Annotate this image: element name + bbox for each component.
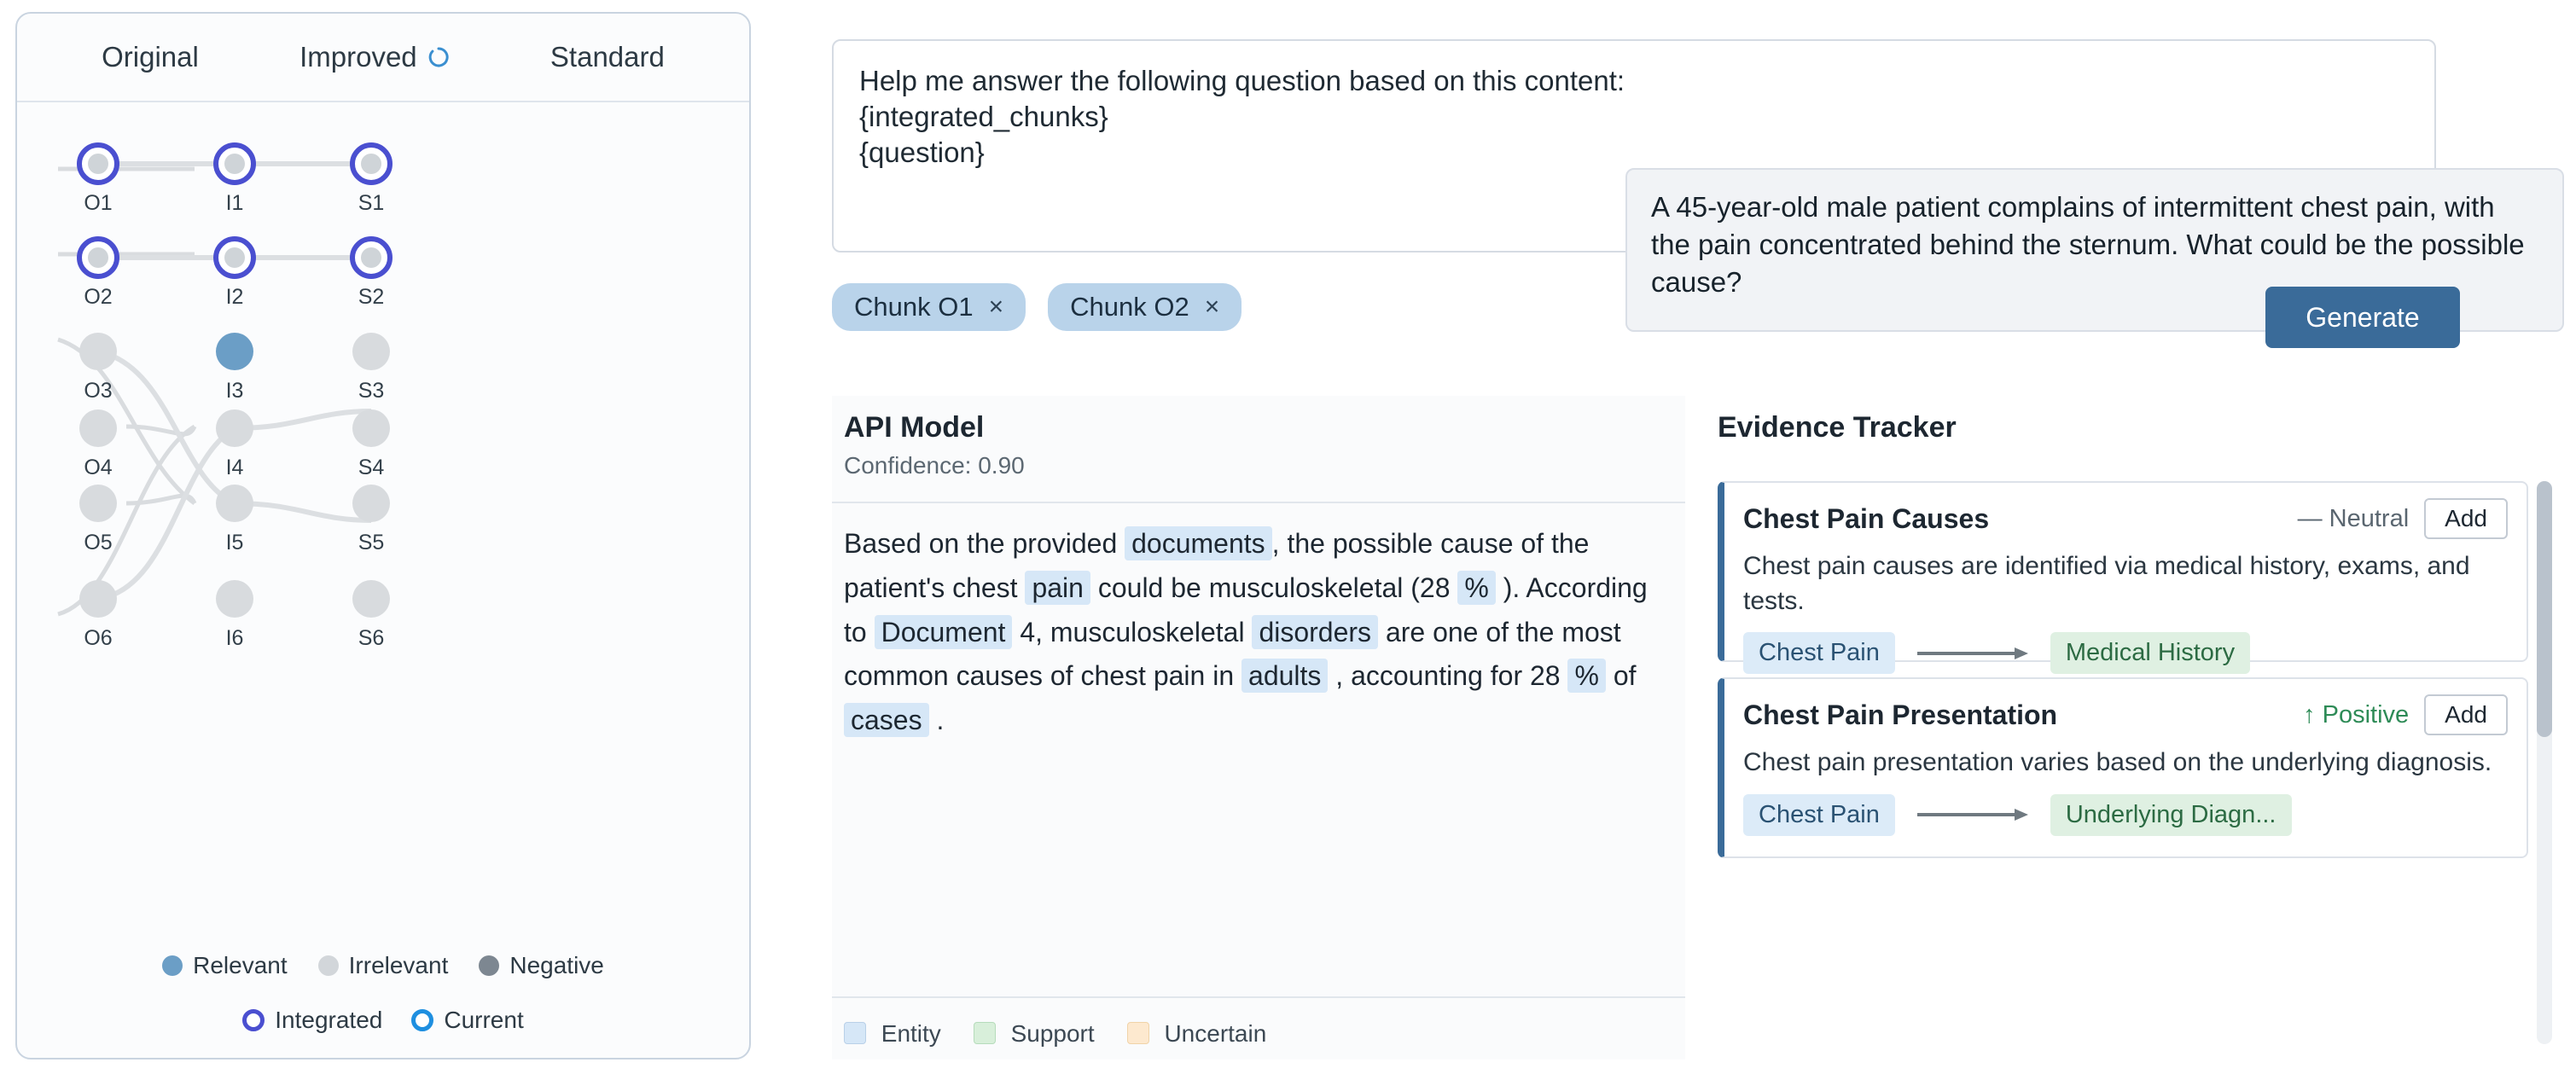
evidence-tracker-panel [1709,396,2562,1059]
scrollbar-track[interactable] [2537,481,2552,1044]
legend-relevant [162,952,288,979]
highlight-legend [844,1020,1266,1048]
node-label-i1: I1 [225,191,244,215]
api-model-card [832,396,1685,1059]
negative-dot-icon [479,955,499,976]
evidence-card-description: Chest pain causes are identified via medical history, exams, and tests. [1743,552,2470,615]
evidence-tracker-title: Evidence Tracker [1718,411,1957,444]
relevant-dot-icon [162,955,183,976]
relation-source[interactable]: Chest Pain [1743,632,1895,674]
node-label-i2: I2 [225,285,244,309]
generate-button[interactable]: Generate [2265,287,2460,348]
tab-standard[interactable] [550,41,665,73]
api-model-confidence: Confidence: 0.90 [844,452,1025,479]
node-label-i3: I3 [225,379,244,403]
workspace [772,12,2560,1059]
node-label-s4: S4 [358,456,385,479]
node-label-i5: I5 [225,531,244,554]
spinner-icon [427,46,450,68]
tab-improved[interactable] [299,41,450,73]
chunk-chip-list [832,283,1241,331]
tab-standard-label: Standard [550,41,665,73]
legend-node-states [17,952,749,979]
status-badge-label: Neutral [2329,504,2410,532]
highlight-entity[interactable]: disorders [1252,615,1378,649]
node-label-o2: O2 [84,285,113,309]
node-label-s2: S2 [358,285,385,309]
highlight-entity[interactable]: documents [1125,526,1272,560]
relation-source[interactable]: Chest Pain [1743,794,1895,836]
chunk-chip-o1-label: Chunk O1 [854,292,974,322]
status-badge [2298,505,2410,533]
node-label-s1: S1 [358,191,385,215]
status-badge-label: Positive [2322,700,2410,729]
evidence-card-actions [2303,694,2508,735]
arrow-right-icon [1917,807,2028,822]
highlight-entity[interactable]: adults [1241,659,1328,693]
node-label-o4: O4 [84,456,113,479]
evidence-relation [1743,632,2508,674]
evidence-relation [1743,794,2508,836]
tab-original-label: Original [102,41,199,73]
graph-canvas[interactable] [17,102,751,1059]
api-model-title: API Model [844,411,985,444]
evidence-card[interactable] [1718,481,2528,666]
evidence-card-actions [2298,498,2508,539]
legend-support-label: Support [1010,1020,1095,1047]
highlight-entity[interactable]: % [1457,571,1495,605]
divider [832,502,1685,503]
close-icon[interactable]: × [1204,293,1220,321]
current-ring-icon [411,1009,433,1031]
legend-negative-label: Negative [509,952,604,978]
highlight-entity[interactable]: pain [1025,571,1090,605]
legend-entity-label: Entity [881,1020,941,1047]
highlight-entity[interactable]: Document [875,615,1013,649]
legend-ring-types [17,1007,749,1034]
arrow-up-icon: ↑ [2303,700,2316,729]
add-evidence-button[interactable]: Add [2424,694,2508,735]
evidence-card-title: Chest Pain Causes [1743,502,1990,534]
highlight-entity[interactable]: cases [844,703,929,737]
node-label-i4: I4 [225,456,244,479]
tab-bar [17,14,749,102]
integrated-ring-icon [242,1009,265,1031]
add-evidence-button[interactable]: Add [2424,498,2508,539]
neutral-icon: — [2297,504,2323,532]
node-label-i6: I6 [225,626,244,650]
legend-irrelevant-label: Irrelevant [348,952,449,978]
legend-support [974,1020,1095,1048]
divider [832,996,1685,998]
legend-entity [844,1020,941,1048]
prompt-line-2: {integrated_chunks} [859,101,1108,133]
evidence-card-list[interactable] [1718,481,2528,1044]
question-text: A 45-year-old male patient complains of intermittent chest pain, with the pain concentrated behind the sternum. What could be the possible cause? [1651,191,2525,298]
relation-target[interactable]: Medical History [2050,632,2250,674]
prompt-line-3: {question} [859,136,985,169]
legend-relevant-label: Relevant [193,952,288,978]
evidence-card-title: Chest Pain Presentation [1743,699,2058,730]
node-label-o1: O1 [84,191,113,215]
node-label-s5: S5 [358,531,385,554]
scrollbar-thumb[interactable] [2537,481,2552,737]
chunk-chip-o2-label: Chunk O2 [1070,292,1189,322]
node-label-o6: O6 [84,626,113,650]
status-badge [2303,701,2409,729]
close-icon[interactable]: × [988,293,1004,321]
node-graph[interactable] [17,102,749,1059]
entity-swatch-icon [844,1022,866,1044]
legend-integrated-label: Integrated [275,1007,383,1033]
legend-integrated [242,1007,382,1034]
chunk-chip-o2[interactable] [1048,283,1241,331]
legend-current-label: Current [444,1007,524,1033]
legend-uncertain-label: Uncertain [1164,1020,1267,1047]
legend-uncertain [1127,1020,1267,1048]
evidence-card-header [1743,498,2508,539]
chunk-chip-o1[interactable] [832,283,1026,331]
arrow-right-icon [1917,646,2028,661]
legend-negative [479,952,604,979]
evidence-card-header [1743,694,2508,735]
irrelevant-dot-icon [318,955,339,976]
node-label-o3: O3 [84,379,113,403]
api-model-answer: Based on the provided documents , the possible cause of the patient's chest pain could be musculoskeletal (28 % ). According to Document 4, musculoskeletal disorders are one of the most common causes of chest pain in adults , accounting for 28 % of cases . [844,528,1648,736]
support-swatch-icon [974,1022,996,1044]
highlight-entity[interactable]: % [1567,659,1605,693]
legend-irrelevant [318,952,449,979]
uncertain-swatch-icon [1127,1022,1149,1044]
node-label-s6: S6 [358,626,385,650]
relation-target[interactable]: Underlying Diagn... [2050,794,2292,836]
legend-current [411,1007,523,1034]
node-label-o5: O5 [84,531,113,554]
tab-original[interactable] [102,41,199,73]
graph-panel [15,12,751,1059]
node-label-s3: S3 [358,379,385,403]
evidence-card[interactable] [1718,677,2528,858]
evidence-card-description: Chest pain presentation varies based on the underlying diagnosis. [1743,748,2492,776]
prompt-line-1: Help me answer the following question based on this content: [859,65,1625,96]
tab-improved-label: Improved [299,41,417,73]
